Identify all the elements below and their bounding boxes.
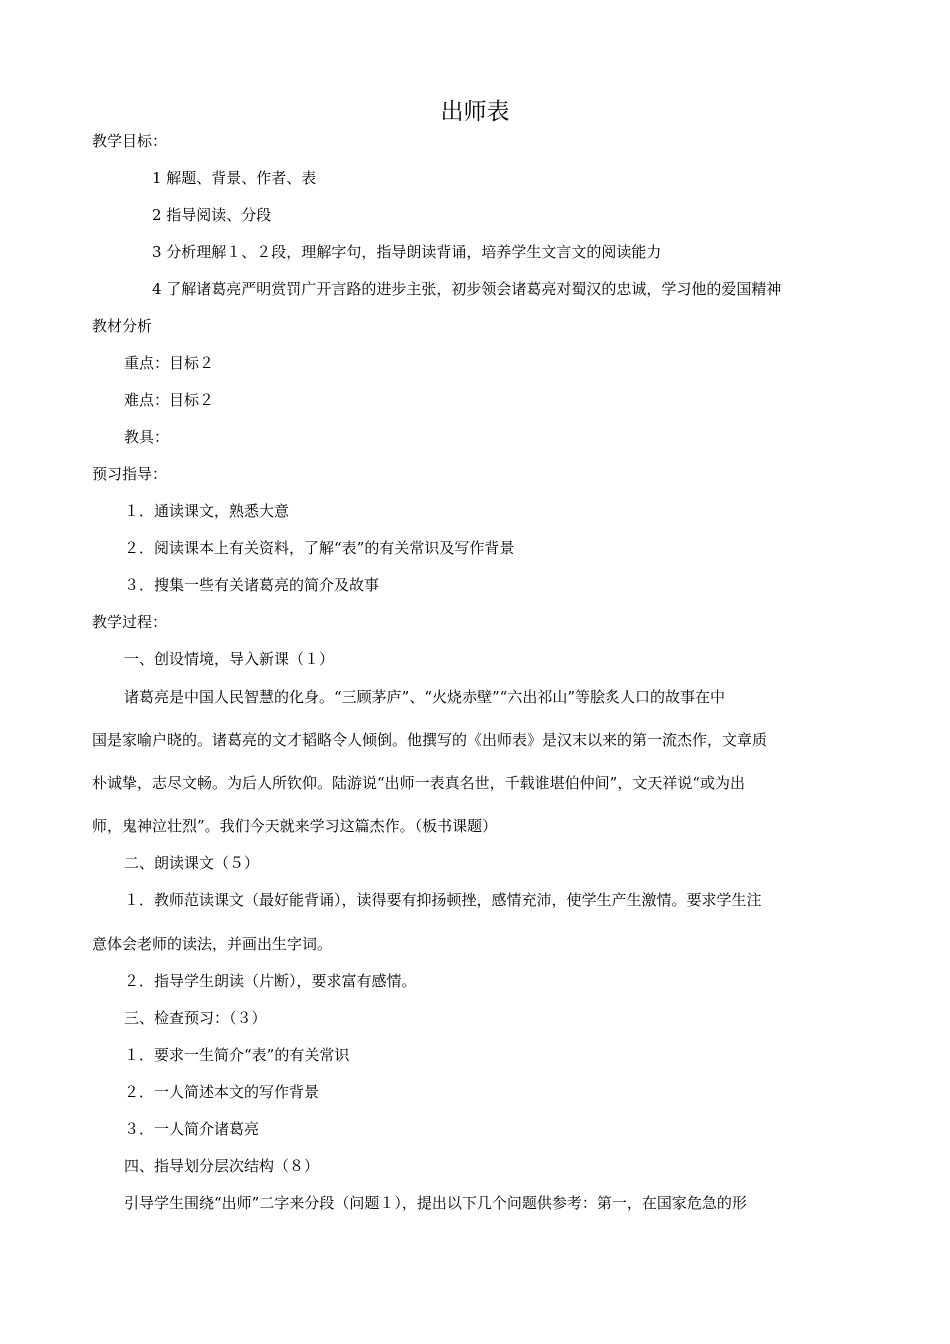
goal-item: 4 了解诸葛亮严明赏罚广开言路的进步主张，初步领会诸葛亮对蜀汉的忠诚，学习他的爱国精神 <box>152 280 782 298</box>
preview-item: １．通读课文，熟悉大意 <box>124 502 290 520</box>
section-heading-material-analysis: 教材分析 <box>92 317 153 335</box>
process-step-heading: 四、指导划分层次结构（８） <box>124 1157 320 1175</box>
paragraph-line: ２．指导学生朗读（片断），要求富有感情。 <box>124 972 417 990</box>
list-item: １．要求一生简介“表”的有关常识 <box>124 1046 350 1064</box>
list-item: ２．一人简述本文的写作背景 <box>124 1083 320 1101</box>
paragraph-line: 意体会老师的读法，并画出生字词。 <box>92 935 333 953</box>
list-item: ３．一人简介诸葛亮 <box>124 1120 260 1138</box>
document-title: 出师表 <box>440 99 510 125</box>
goal-item: 2 指导阅读、分段 <box>152 206 272 224</box>
goal-item: 3 分析理解１、２段，理解字句，指导朗读背诵，培养学生文言文的阅读能力 <box>152 243 662 261</box>
process-step-heading: 三、检查预习：（３） <box>124 1009 267 1027</box>
goal-item: 1 解题、背景、作者、表 <box>152 169 317 187</box>
teaching-aids: 教具： <box>124 428 170 446</box>
paragraph-line: 师，鬼神泣壮烈”。我们今天就来学习这篇杰作。（板书课题） <box>92 817 498 835</box>
paragraph-line: 引导学生围绕“出师”二字来分段（问题１），提出以下几个问题供参考：第一，在国家危急的形 <box>124 1194 747 1212</box>
preview-item: ３．搜集一些有关诸葛亮的简介及故事 <box>124 576 380 594</box>
key-point: 重点：目标２ <box>124 354 215 372</box>
paragraph-line: 诸葛亮是中国人民智慧的化身。“三顾茅庐”、“火烧赤壁”“六出祁山”等脍炙人口的故事在中 <box>124 688 726 706</box>
section-heading-teaching-process: 教学过程： <box>92 613 168 631</box>
section-heading-teaching-goals: 教学目标： <box>92 132 168 150</box>
paragraph-line: 朴诚挚，志尽文畅。为后人所钦仰。陆游说“出师一表真名世，千载谁堪伯仲间”，文天祥说“或为出 <box>92 774 746 792</box>
paragraph-line: 国是家喻户晓的。诸葛亮的文才韬略令人倾倒。他撰写的《出师表》是汉末以来的第一流杰作，文章质 <box>92 731 768 749</box>
paragraph-line: １．教师范读课文（最好能背诵），读得要有抑扬顿挫，感情充沛，使学生产生激情。要求学生注 <box>124 891 762 909</box>
process-step-heading: 一、创设情境，导入新课（１） <box>124 650 335 668</box>
preview-item: ２．阅读课本上有关资料，了解“表”的有关常识及写作背景 <box>124 539 515 557</box>
difficult-point: 难点：目标２ <box>124 391 215 409</box>
process-step-heading: 二、朗读课文（５） <box>124 854 260 872</box>
section-heading-preview-guide: 预习指导： <box>92 465 168 483</box>
